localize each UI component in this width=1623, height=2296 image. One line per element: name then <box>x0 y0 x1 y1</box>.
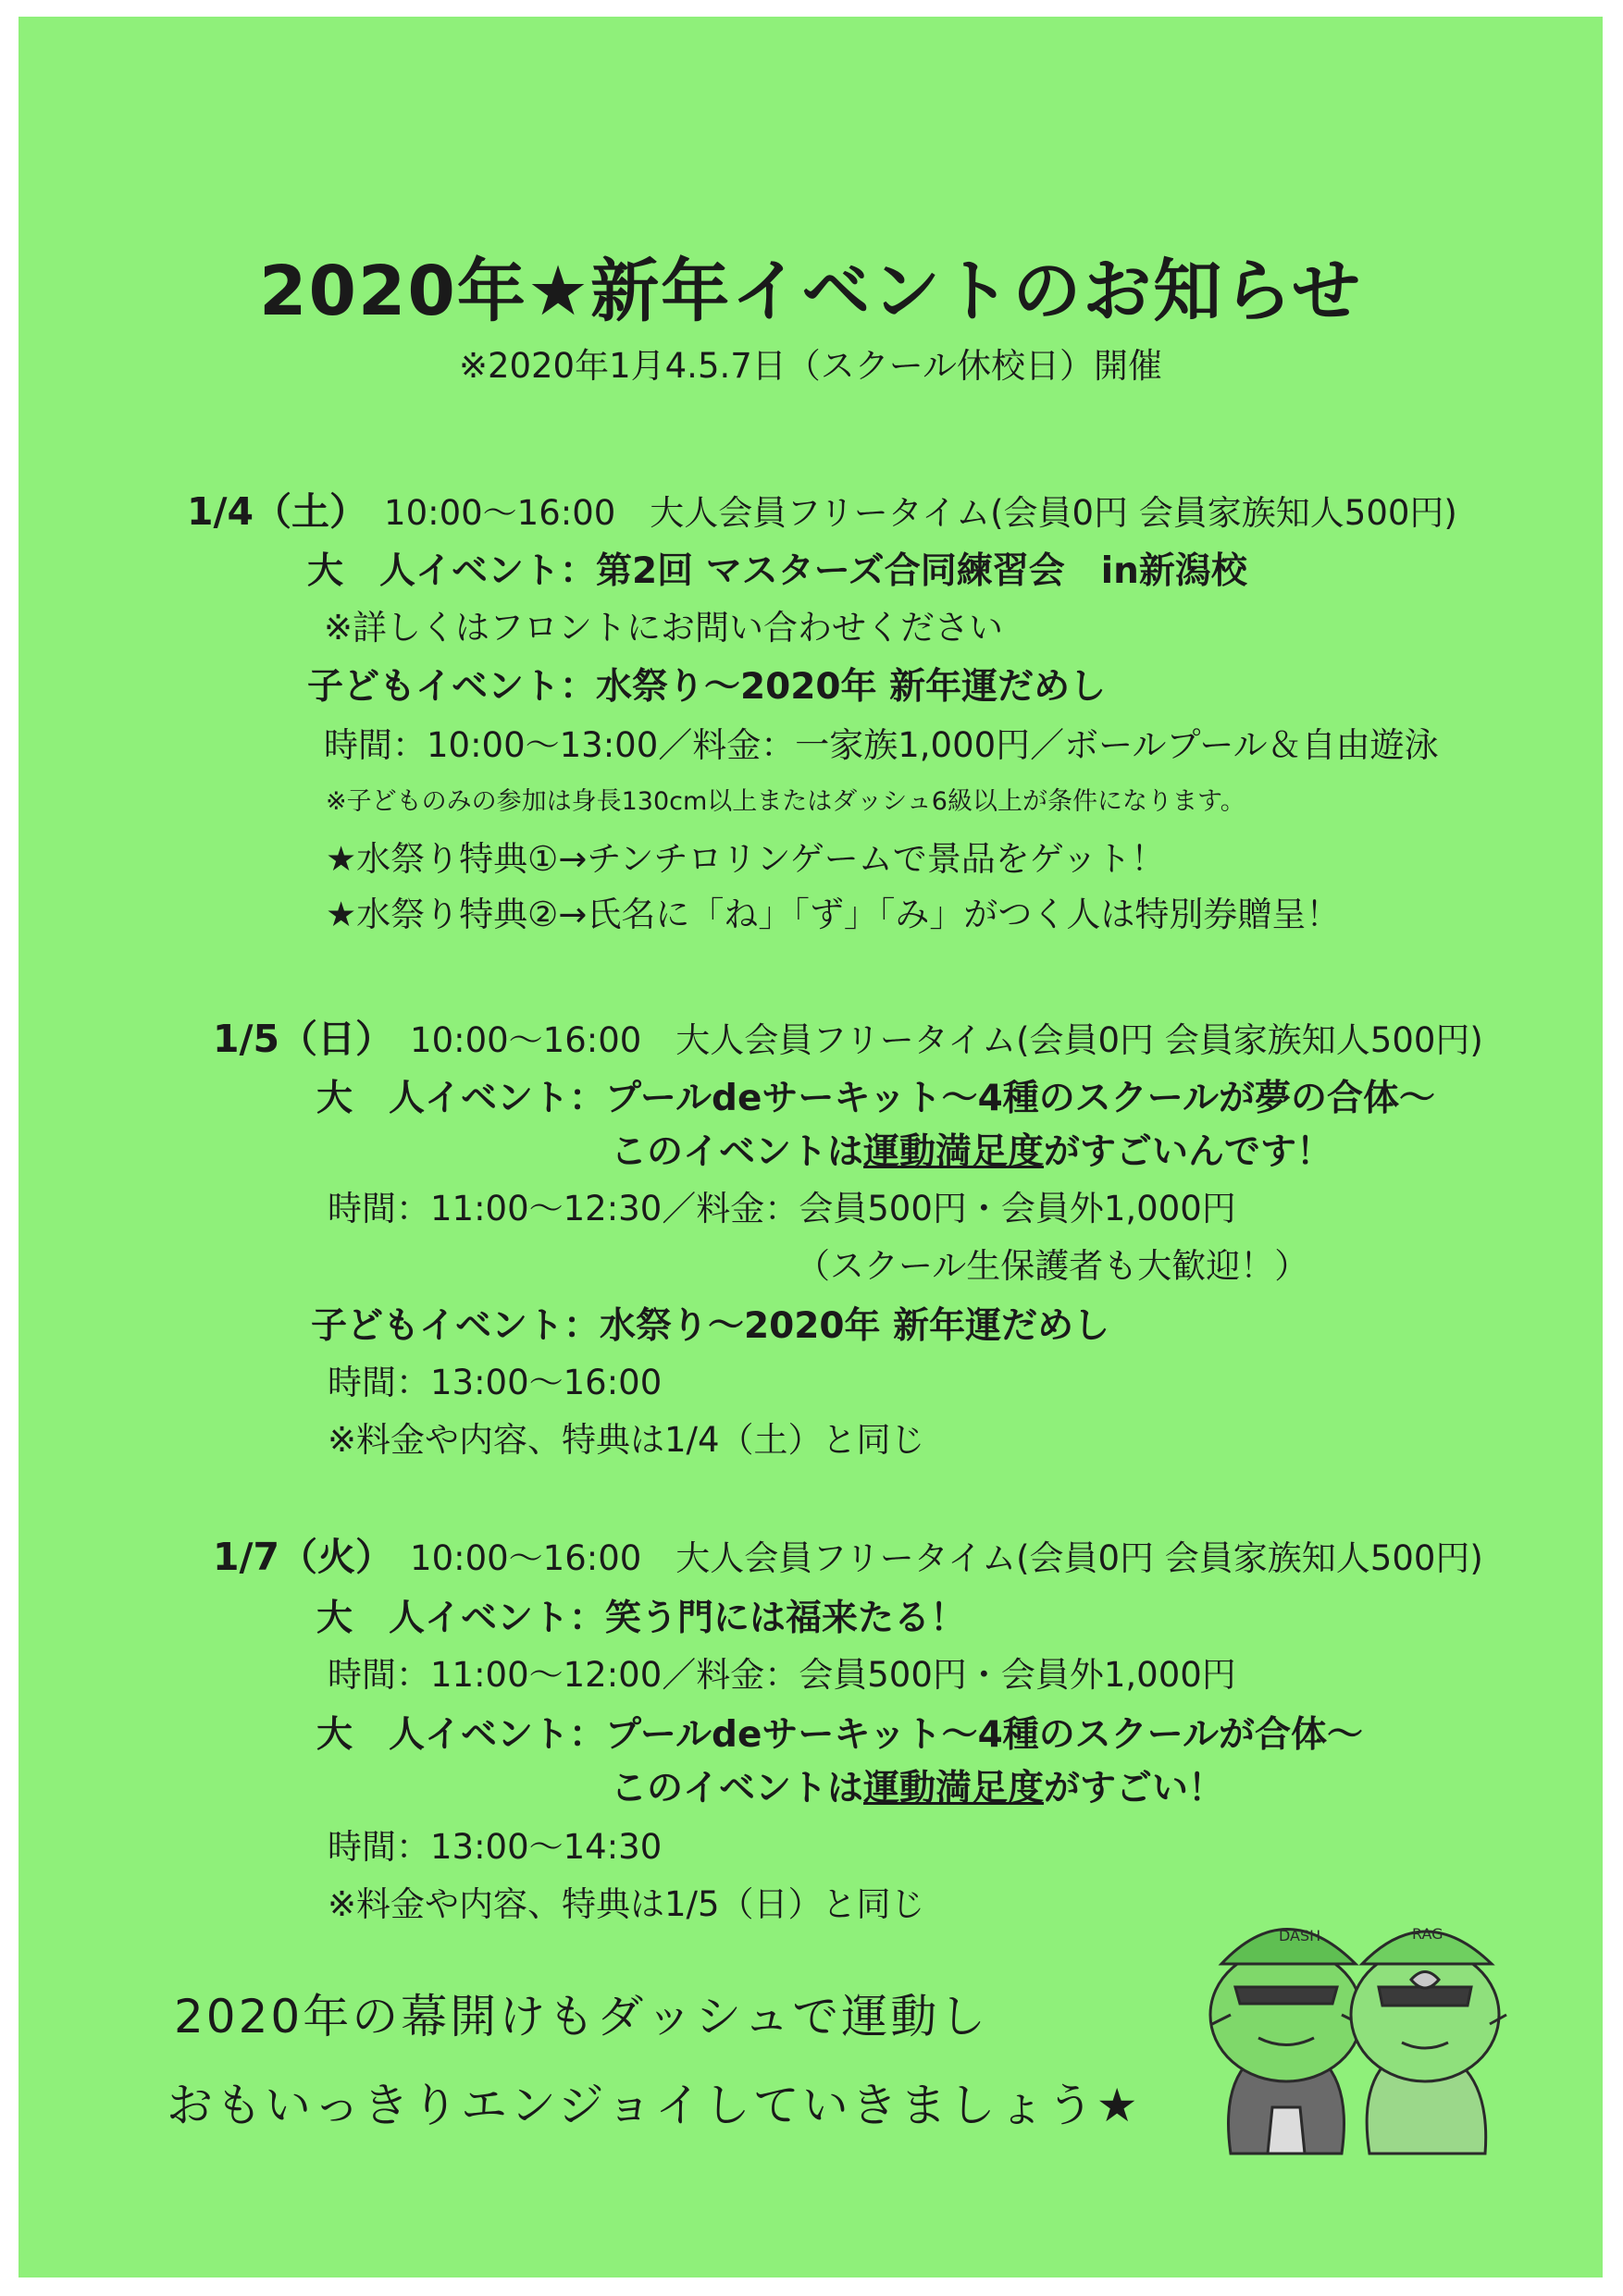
day-2-date: 1/5（日） <box>213 1017 394 1061</box>
day-3-adult-event-2: 大 人イベント：プールdeサーキット～4種のスクールが合体～ <box>316 1714 1363 1756</box>
day-1-header <box>187 481 1457 536</box>
mascot-illustration <box>1194 1876 1508 2181</box>
day-2-parents-welcome: （スクール生保護者も大歓迎！） <box>796 1246 1309 1286</box>
event-dates-note: ※2020年1月4.5.7日（スクール休校日）開催 <box>458 346 1163 386</box>
day-3-adult-event-1-time: 時間：11:00～12:00／料金：会員500円・会員外1,000円 <box>328 1655 1236 1695</box>
highlight-exercise-satisfaction: 運動満足度 <box>863 1768 1045 1809</box>
closing-line-2: おもいっきりエンジョイしていきましょう★ <box>167 2079 1141 2132</box>
day-1-adult-event: 大 人イベント：第2回 マスターズ合同練習会 in新潟校 <box>307 550 1247 592</box>
day-1-summary: 10:00～16:00 大人会員フリータイム(会員0円 会員家族知人500円) <box>384 493 1457 533</box>
flyer-sheet <box>19 17 1603 2277</box>
day-3-adult-event-2-time: 時間：13:00～14:30 <box>328 1827 663 1867</box>
day-3-date: 1/7（火） <box>213 1535 394 1579</box>
page-title: 2020年★新年イベントのお知らせ <box>258 252 1363 331</box>
day-2-header <box>213 1008 1483 1063</box>
day-1-kids-condition: ※子どものみの参加は身長130cm以上またはダッシュ6級以上が条件になります。 <box>326 787 1245 816</box>
day-2-kids-event: 子どもイベント：水祭り～2020年 新年運だめし <box>311 1305 1110 1347</box>
day-1-kids-event: 子どもイベント：水祭り～2020年 新年運だめし <box>307 666 1107 708</box>
day-3-summary: 10:00～16:00 大人会員フリータイム(会員0円 会員家族知人500円) <box>410 1538 1483 1578</box>
day-2-summary: 10:00～16:00 大人会員フリータイム(会員0円 会員家族知人500円) <box>410 1020 1483 1060</box>
day-1-perk-1: ★水祭り特典①→チンチロリンゲームで景品をゲット！ <box>326 839 1166 879</box>
mascot-left <box>1210 1927 1362 2154</box>
day-3-note: ※料金や内容、特典は1/5（日）と同じ <box>328 1884 925 1924</box>
mascot-right <box>1351 1925 1506 2154</box>
closing-line-1: 2020年の幕開けもダッシュで運動し <box>174 1990 989 2043</box>
day-2-kids-time: 時間：13:00～16:00 <box>328 1363 663 1402</box>
day-2-adult-event: 大 人イベント：プールdeサーキット～4種のスクールが夢の合体～ <box>316 1078 1435 1119</box>
day-2-adult-event-tagline: このイベントは運動満足度がすごいんです！ <box>611 1131 1333 1173</box>
day-1-perk-2: ★水祭り特典②→氏名に「ね」「ず」「み」がつく人は特別券贈呈！ <box>326 895 1341 934</box>
day-3-adult-event-1: 大 人イベント：笑う門には福来たる！ <box>316 1598 967 1639</box>
highlight-exercise-satisfaction: 運動満足度 <box>863 1131 1045 1173</box>
mascot-left-cap-label: DASH <box>1279 1927 1321 1944</box>
day-2-adult-time: 時間：11:00～12:30／料金：会員500円・会員外1,000円 <box>328 1189 1236 1228</box>
day-2-kids-note: ※料金や内容、特典は1/4（土）と同じ <box>328 1420 925 1460</box>
day-1-date: 1/4（土） <box>187 489 368 534</box>
day-3-header <box>213 1526 1483 1581</box>
day-1-kids-time: 時間：10:00～13:00／料金：一家族1,000円／ボールプール＆自由遊泳 <box>324 725 1439 765</box>
mascot-right-cap-label: RAG <box>1412 1925 1443 1943</box>
day-3-adult-event-2-tagline: このイベントは運動満足度がすごい！ <box>611 1768 1225 1809</box>
day-1-adult-note: ※詳しくはフロントにお問い合わせください <box>324 608 1004 648</box>
